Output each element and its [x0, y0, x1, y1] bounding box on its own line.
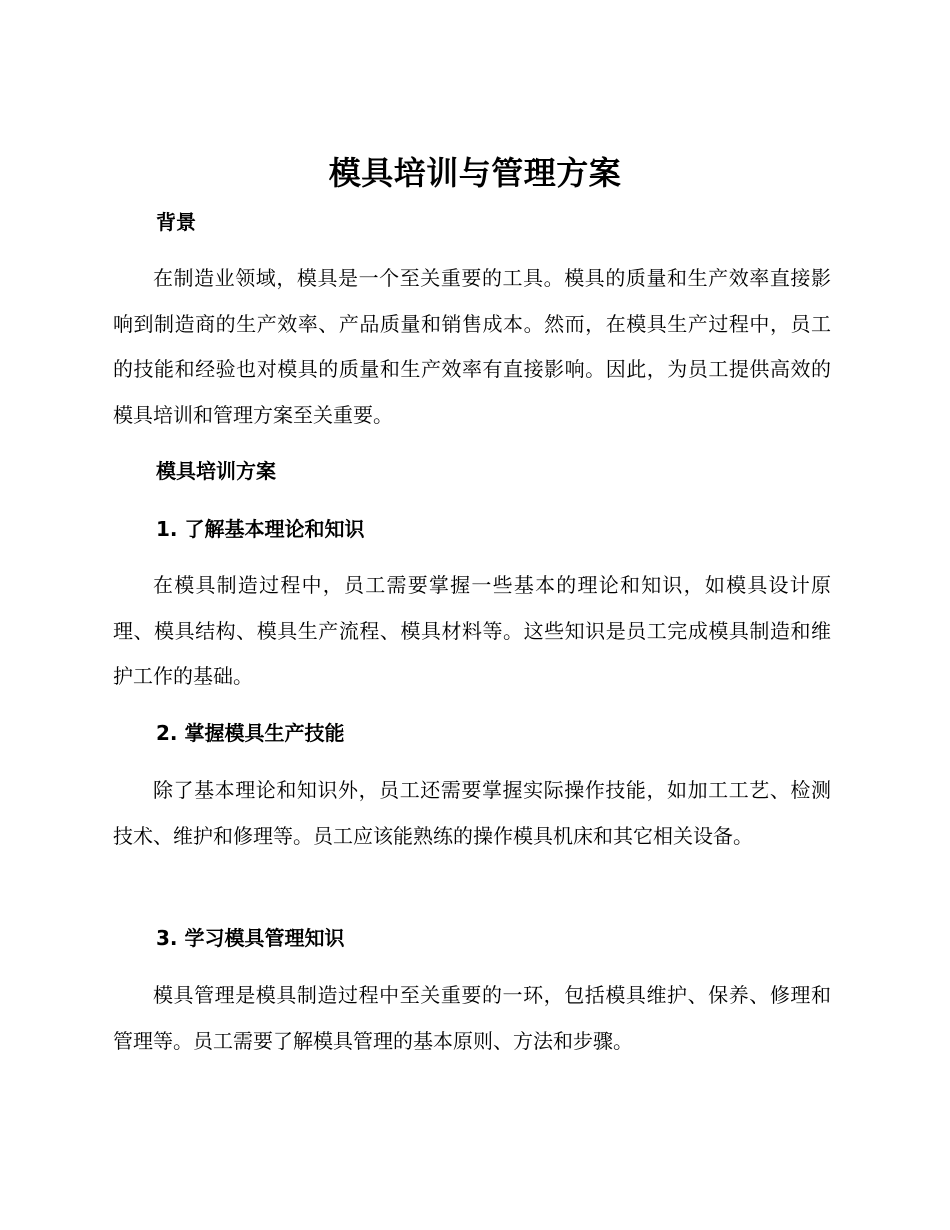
paragraph-background: 在制造业领域，模具是一个至关重要的工具。模具的质量和生产效率直接影响到制造商的生产效率、产品质量和销售成本。然而，在模具生产过程中，员工的技能和经验也对模具的质量和生产效率有直接影响。因此，为员工提供高效的模具培训和管理方案至关重要。	[113, 266, 831, 428]
paragraph-item1: 在模具制造过程中，员工需要掌握一些基本的理论和知识，如模具设计原理、模具结构、模具生产流程、模具材料等。这些知识是员工完成模具制造和维护工作的基础。	[113, 573, 831, 689]
section-heading-background: 背景	[156, 210, 196, 234]
subsection-heading-1: 1. 了解基本理论和知识	[156, 517, 365, 541]
section-heading-training-plan: 模具培训方案	[156, 459, 276, 483]
paragraph-item2: 除了基本理论和知识外，员工还需要掌握实际操作技能，如加工工艺、检测技术、维护和修理等。员工应该能熟练的操作模具机床和其它相关设备。	[113, 778, 831, 848]
subsection-heading-3: 3. 学习模具管理知识	[156, 926, 345, 950]
document-title: 模具培训与管理方案	[328, 154, 622, 192]
subsection-heading-2: 2. 掌握模具生产技能	[156, 721, 345, 745]
paragraph-item3: 模具管理是模具制造过程中至关重要的一环，包括模具维护、保养、修理和管理等。员工需要了解模具管理的基本原则、方法和步骤。	[113, 983, 831, 1053]
